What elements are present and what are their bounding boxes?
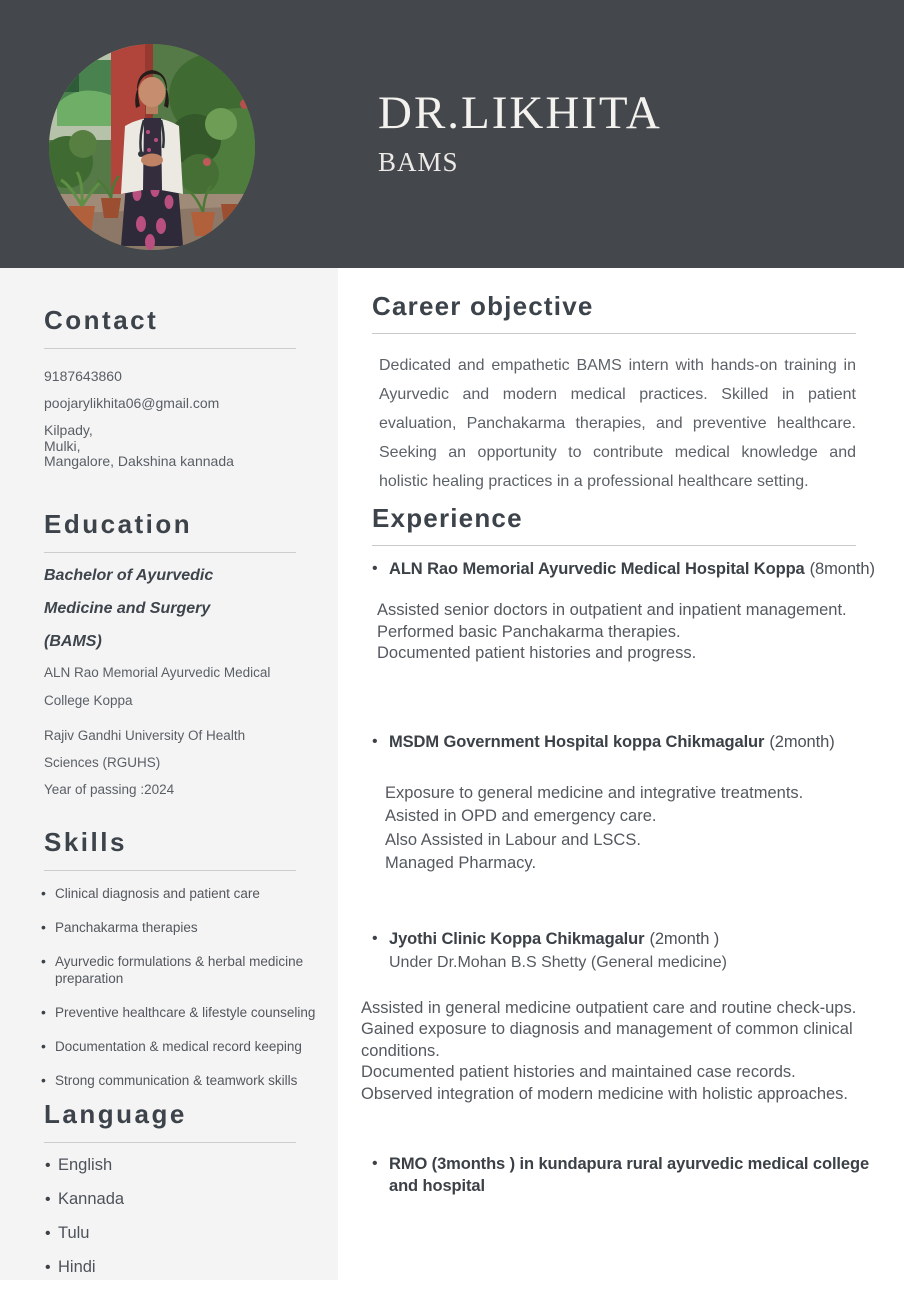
degree-line: Bachelor of Ayurvedic xyxy=(44,567,214,584)
profile-photo xyxy=(49,44,255,250)
university-line: Rajiv Gandhi University Of Health xyxy=(44,728,246,743)
career-objective-text: Dedicated and empathetic BAMS intern with hands-on training in Ayurvedic and modern medical practices. Skilled in patient evaluation, Panchakarma therapies, and preventive healthcare. Seeking an opportunity to contribute medical knowledge and holistic healing practices in a professional healthcare setting. xyxy=(379,357,856,490)
experience-detail-line: Also Assisted in Labour and LSCS. xyxy=(385,830,641,849)
experience-title: Experience xyxy=(372,503,523,533)
skill-item: • Documentation & medical record keeping xyxy=(44,1038,334,1055)
experience-detail-line: Performed basic Panchakarma therapies. xyxy=(377,622,681,641)
experience-heading xyxy=(372,928,889,950)
experience-item xyxy=(372,1153,889,1197)
experience-details xyxy=(385,782,889,876)
education-section xyxy=(44,508,334,803)
bullet-icon: • xyxy=(372,1155,378,1172)
postal-address xyxy=(44,423,334,470)
language-item: • Hindi xyxy=(44,1258,334,1277)
university-line: Year of passing :2024 xyxy=(44,782,175,797)
experience-organization: RMO (3months ) in kundapura rural ayurvedic medical college and hospital xyxy=(389,1155,870,1195)
doctor-degree: BAMS xyxy=(378,146,459,177)
experience-item xyxy=(372,558,889,665)
address-line: Kilpady, xyxy=(44,422,93,438)
skill-item: • Ayurvedic formulations & herbal medicine preparation xyxy=(44,953,334,987)
degree-line: (BAMS) xyxy=(44,633,102,650)
phone-number: 9187643860 xyxy=(44,368,122,384)
experience-section xyxy=(361,502,889,1197)
education-title: Education xyxy=(44,509,193,539)
doctor-name: DR.LIKHITA xyxy=(378,87,662,139)
section-divider xyxy=(44,552,296,553)
skill-item: • Preventive healthcare & lifestyle counseling xyxy=(44,1004,334,1021)
language-list xyxy=(44,1156,334,1277)
header-band xyxy=(0,0,904,268)
section-divider xyxy=(372,545,856,546)
experience-heading xyxy=(372,558,889,580)
experience-details xyxy=(361,998,891,1106)
bullet-icon: • xyxy=(372,929,378,947)
experience-detail-line: Asisted in OPD and emergency care. xyxy=(385,807,657,825)
experience-detail-line: Gained exposure to diagnosis and management of common clinical conditions. xyxy=(361,1020,853,1060)
experience-duration: (8month) xyxy=(809,560,875,578)
language-section xyxy=(44,1098,334,1292)
section-divider xyxy=(44,1142,296,1143)
email-address: poojarylikhita06@gmail.com xyxy=(44,395,220,411)
language-item: • Kannada xyxy=(44,1190,334,1209)
experience-detail-line: Assisted senior doctors in outpatient and inpatient management. xyxy=(377,601,847,619)
profile-photo-illustration xyxy=(49,44,255,250)
experience-details xyxy=(377,600,889,665)
skill-item: • Panchakarma therapies xyxy=(44,919,334,936)
experience-heading xyxy=(372,1153,889,1197)
skill-item: • Strong communication & teamwork skills xyxy=(44,1072,334,1089)
experience-detail-line: Exposure to general medicine and integrative treatments. xyxy=(385,783,804,802)
sidebar xyxy=(0,268,338,1280)
section-divider xyxy=(44,348,296,349)
language-item: • English xyxy=(44,1156,334,1175)
skills-section xyxy=(44,826,334,1106)
experience-detail-line: Documented patient histories and progress. xyxy=(377,644,697,662)
experience-heading xyxy=(372,731,889,753)
college-line: ALN Rao Memorial Ayurvedic Medical xyxy=(44,665,271,680)
language-item: • Tulu xyxy=(44,1224,334,1243)
section-divider xyxy=(372,333,856,334)
skills-list xyxy=(44,885,334,1089)
bullet-icon: • xyxy=(372,560,378,577)
bullet-icon: • xyxy=(372,732,378,750)
experience-detail-line: Observed integration of modern medicine with holistic approaches. xyxy=(361,1084,849,1103)
section-divider xyxy=(44,870,296,871)
university-details xyxy=(44,722,334,803)
address-line: Mulki, xyxy=(44,437,81,454)
career-objective-title: Career objective xyxy=(372,291,594,321)
degree-name xyxy=(44,559,334,658)
contact-section xyxy=(44,304,334,470)
experience-detail-line: Managed Pharmacy. xyxy=(385,854,537,872)
experience-duration: (2month ) xyxy=(649,929,720,948)
contact-title: Contact xyxy=(44,305,159,335)
experience-organization: ALN Rao Memorial Ayurvedic Medical Hospital Koppa xyxy=(389,560,805,578)
experience-duration: (2month) xyxy=(769,732,835,751)
experience-item xyxy=(361,928,889,1106)
skill-item: • Clinical diagnosis and patient care xyxy=(44,885,334,902)
language-title: Language xyxy=(44,1099,187,1129)
skills-title: Skills xyxy=(44,827,127,857)
experience-detail-line: Assisted in general medicine outpatient care and routine check-ups. xyxy=(361,998,857,1017)
university-line: Sciences (RGUHS) xyxy=(44,755,161,770)
experience-subtitle: Under Dr.Mohan B.S Shetty (General medicine) xyxy=(389,953,727,971)
main-column xyxy=(338,268,904,1280)
experience-detail-line: Documented patient histories and maintained case records. xyxy=(361,1063,796,1081)
college-line: College Koppa xyxy=(44,693,133,708)
college-name xyxy=(44,659,334,715)
name-block xyxy=(378,88,662,177)
experience-organization: Jyothi Clinic Koppa Chikmagalur xyxy=(389,929,645,948)
experience-organization: MSDM Government Hospital koppa Chikmagalur xyxy=(389,732,765,751)
experience-item xyxy=(372,731,889,876)
career-objective-section xyxy=(372,290,889,496)
address-line: Mangalore, Dakshina kannada xyxy=(44,453,234,469)
degree-line: Medicine and Surgery xyxy=(44,600,211,617)
